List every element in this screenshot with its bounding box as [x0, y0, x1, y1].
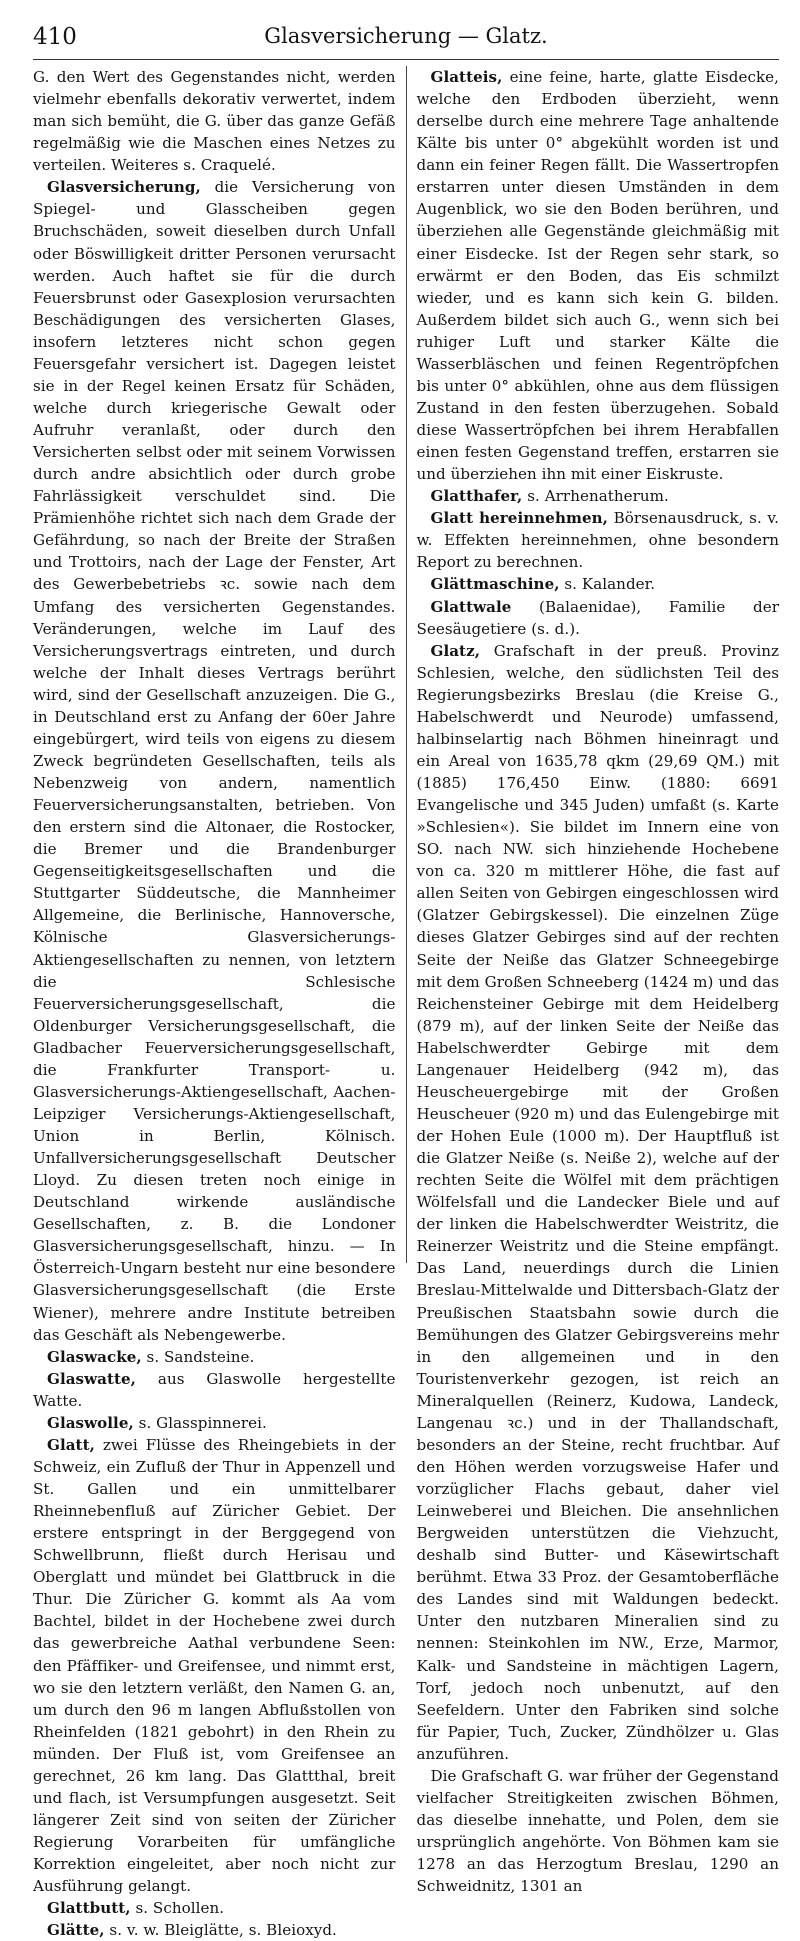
entry-text: (Balaenidae), Familie der Seesäugetiere (s. d.). [416, 597, 779, 638]
entry-glatt [33, 1434, 396, 1897]
entry-headword: Glatt, [47, 1435, 95, 1454]
entry-text: die Versicherung von Spiegel- und Glasscheiben gegen Bruchschäden, soweit dieselben durch Unfall oder Böswilligkeit dritter Personen verursacht werden. Auch haftet sie für die durch Feuersbrunst oder Gasexplosion verursachten Beschädigungen des versicherten Glases, insofern letzteres nicht schon gegen Feuersgefahr versichert ist. Dagegen leistet sie in der Regel keinen Ersatz für Schäden, welche durch kriegerische Gewalt oder Aufruhr veranlaßt, oder durch den Versicherten selbst oder mit seinem Vorwissen durch andre absichtlich oder durch grobe Fahrlässigkeit verschuldet sind. Die Prämienhöhe richtet sich nach dem Grade der Gefährdung, so nach der Breite der Straßen und Trottoirs, nach der Lage der Fenster, Art des Gewerbebetriebs ꝛc. sowie nach dem Umfang des versicherten Gegenstandes. Veränderungen, welche im Lauf des Versicherungsvertrags eintreten, und durch welche der Inhalt dieses Vertrags berührt wird, sind der Gesellschaft anzuzeigen. Die G., in Deutschland erst zu Anfang der 60er Jahre eingebürgert, wird teils von eigens zu diesem Zweck begründeten Gesellschaften, teils als Nebenzweig von andern, namentlich Feuerversicherungsanstalten, betrieben. Von den erstern sind die Altonaer, die Rostocker, die Bremer und die Brandenburger Gegenseitigkeitsgesellschaften und die Stuttgarter Süddeutsche, die Mannheimer Allgemeine, die Berlinische, Hannoversche, Kölnische Glasversicherungs-Aktiengesellschaften zu nennen, von letztern die Schlesische Feuerversicherungsgesellschaft, die Oldenburger Versicherungsgesellschaft, die Gladbacher Feuerversicherungsgesellschaft, die Frankfurter Transport- u. Glasversicherungs-Aktiengesellschaft, Aachen-Leipziger Versicherungs-Aktiengesellschaft, Union in Berlin, Kölnisch. Unfallversicherungsgesellschaft Deutscher Lloyd. Zu diesen treten noch einige in Deutschland wirkende ausländische Gesellschaften, z. B. die Londoner Glasversicherungsgesellschaft, hinzu. — In Österreich-Ungarn besteht nur eine besondere Glasversicherungsgesellschaft (die Erste Wiener), mehrere andre Institute betreiben das Geschäft als Nebengewerbe. [33, 178, 396, 1344]
entry-text: s. Kalander. [564, 575, 656, 594]
entry-headword: Glaswatte, [47, 1369, 136, 1388]
entry-text: aus Glaswolle hergestellte Watte. [33, 1369, 396, 1410]
entry-text: Grafschaft in der preuß. Provinz Schlesien, welche, den südlichsten Teil des Regierungsbezirks Breslau (die Kreise G., Habelschwerdt und Neurode) umfassend, halbinselartig nach Böhmen hineinragt und ein Areal von 1635,78 qkm (29,69 QM.) mit (1885) 176,450 Einw. (1880: 6691 Evangelische und 345 Juden) umfaßt (s. Karte »Schlesien«). Sie bildet im Innern eine von SO. nach NW. sich hinziehende Hochebene von ca. 320 m mittlerer Höhe, die fast auf allen Seiten von Gebirgen eingeschlossen wird (Glatzer Gebirgskessel). Die einzelnen Züge dieses Glatzer Gebirges sind auf der rechten Seite der Neiße das Glatzer Schneegebirge mit dem Großen Schneeberg (1424 m) und das Reichensteiner Gebirge mit dem Heidelberg (879 m), auf der linken Seite der Neiße das Habelschwerdter Gebirge mit dem Langenauer Heidelberg (942 m), das Heuscheuergebirge mit der Großen Heuscheuer (920 m) und das Eulengebirge mit der Hohen Eule (1000 m). Der Hauptfluß ist die Glatzer Neiße (s. Neiße 2), welche auf der rechten Seite die Wölfel mit dem prächtigen Wölfelsfall und die Landecker Biele und auf der linken die Habelschwerdter Weistritz, die Reinerzer Weistritz und die Steine empfängt. Das Land, neuerdings durch die Linien Breslau-Mittelwalde und Dittersbach-Glatz der Preußischen Staatsbahn sowie durch die Bemühungen des Glatzer Gebirgsvereins mehr in den allgemeinen und in den Touristenverkehr gezogen, ist reich an Mineralquellen (Reinerz, Kudowa, Landeck, Langenau ꝛc.) und in der Thallandschaft, besonders an der Steine, recht fruchtbar. Auf den Höhen werden vorzugsweise Hafer und vorzüglicher Flachs gebaut, daher viel Leinweberei und Bleichen. Die ansehnlichen Bergweiden unterstützen die Viehzucht, deshalb sind Butter- und Käsewirtschaft berühmt. Etwa 33 Proz. der Gesamtoberfläche des Landes sind mit Waldungen bedeckt. Unter den nutzbaren Mineralien sind zu nennen: Steinkohlen im NW., Erze, Marmor, Kalk- und Sandsteine in mächtigen Lagern, Torf, jedoch noch unbenutzt, auf den Seefeldern. Unter den Fabriken sind solche für Papier, Tuch, Zucker, Zündhölzer u. Glas anzuführen. [416, 641, 779, 1763]
entry-headword: Glatt hereinnehmen, [430, 509, 608, 528]
entry-headword: Glättmaschine, [430, 575, 560, 594]
entry-text: Börsenausdruck, s. v. w. Effekten hereinnehmen, ohne besondern Report zu berechnen. [416, 509, 779, 572]
entry-text: s. v. w. Bleiglätte, s. Bleioxyd. [109, 1921, 337, 1940]
entry-headword: Glätte, [47, 1921, 105, 1940]
running-title: Glasversicherung — Glatz. [264, 24, 548, 48]
entry-headword: Glattwale [430, 597, 512, 616]
entry-text: s. Arrhenatherum. [527, 487, 669, 506]
text-columns [33, 66, 779, 1940]
entry-glattbutt [33, 1897, 396, 1919]
entry-glaette [33, 1919, 396, 1941]
page-header [33, 24, 779, 58]
entry-text: zwei Flüsse des Rheingebiets in der Schweiz, ein Zufluß der Thur in Appenzell und St. Gallen und ein unmittelbarer Rheinnebenfluß auf Züricher Gebiet. Der erstere entspringt in der Berggegend von Schwellbrunn, fließt durch Herisau und Oberglatt und mündet bei Glattbruck in die Thur. Die Züricher G. kommt als Aa vom Bachtel, bildet in der Hochebene zwei durch das gewerbreiche Aathal verbundene Seen: den Pfäffiker- und Greifensee, und nimmt erst, wo sie den letztern verläßt, den Namen G. an, um durch den 96 m langen Abflußstollen von Rheinfelden (1821 gebohrt) in den Rhein zu münden. Der Fluß ist, vom Greifensee an gerechnet, 26 km lang. Das Glattthal, breit und flach, ist Versumpfungen ausgesetzt. Seit längerer Zeit sind von seiten der Züricher Regierung Vorarbeiten für umfängliche Korrektion eingeleitet, aber noch nicht zur Ausführung gelangt. [33, 1435, 396, 1896]
entry-text: G. den Wert des Gegenstandes nicht, werden vielmehr ebenfalls dekorativ verwertet, indem man sich bemüht, die G. über das ganze Gefäß regelmäßig wie die Maschen eines Netzes zu verteilen. Weiteres s. Craquelé. [33, 68, 396, 175]
entry-text: eine feine, harte, glatte Eisdecke, welche den Erdboden überzieht, wenn derselbe durch eine mehrere Tage anhaltende Kälte bis unter 0° abgekühlt worden ist und dann ein feiner Regen fällt. Die Wassertropfen erstarren unter diesen Umständen in dem Augenblick, wo sie den Boden berühren, und überziehen alle Gegenstände gleichmäßig mit einer Eisdecke. Ist der Regen sehr stark, so erwärmt er den Boden, das Eis schmilzt wieder, und es kann sich kein G. bilden. Außerdem bildet sich auch G., wenn sich bei ruhiger Luft und starker Kälte die Wasserbläschen und feinen Regentröpfchen bis unter 0° abkühlen, ohne aus dem flüssigen Zustand in den festen überzugehen. Sobald diese Wassertröpfchen bei ihrem Herabfallen einen festen Gegenstand treffen, erstarren sie und überziehen ihn mit einer Eiskruste. [416, 68, 779, 484]
entry-headword: Glasversicherung, [47, 178, 201, 197]
entry-glaswacke [33, 1346, 396, 1368]
column-divider [406, 66, 407, 1263]
entry-glatt-hereinnehmen [417, 507, 780, 573]
right-column [416, 66, 780, 1896]
entry-headword: Glatthafer, [430, 487, 523, 506]
left-column [33, 66, 396, 1940]
entry-glattwale [417, 596, 780, 640]
entry-glasversicherung [33, 176, 396, 1345]
entry-glatz-history [417, 1765, 780, 1897]
entry-glaswatte [33, 1368, 396, 1412]
entry-glatteis [417, 66, 780, 485]
entry-glaswolle [33, 1412, 396, 1434]
entry-glaettmaschine [417, 573, 780, 595]
header-rule [33, 59, 779, 60]
entry-glatthafer [417, 485, 780, 507]
entry-text: s. Schollen. [135, 1899, 225, 1918]
entry-text: s. Sandsteine. [146, 1347, 255, 1366]
entry-glatz [417, 640, 780, 1765]
entry-text: Die Grafschaft G. war früher der Gegenstand vielfacher Streitigkeiten zwischen Böhmen, das dieselbe innehatte, und Polen, dem sie ursprünglich angehörte. Von Böhmen kam sie 1278 an das Herzogtum Breslau, 1290 an Schweidnitz, 1301 an [416, 1766, 779, 1896]
entry-headword: Glatz, [430, 641, 481, 660]
entry-headword: Glattbutt, [47, 1899, 131, 1918]
entry-headword: Glaswolle, [47, 1413, 134, 1432]
entry-continuation [33, 66, 396, 176]
entry-headword: Glaswacke, [47, 1347, 142, 1366]
page-number: 410 [33, 24, 77, 50]
entry-headword: Glatteis, [430, 68, 503, 86]
entry-text: s. Glasspinnerei. [138, 1413, 267, 1432]
